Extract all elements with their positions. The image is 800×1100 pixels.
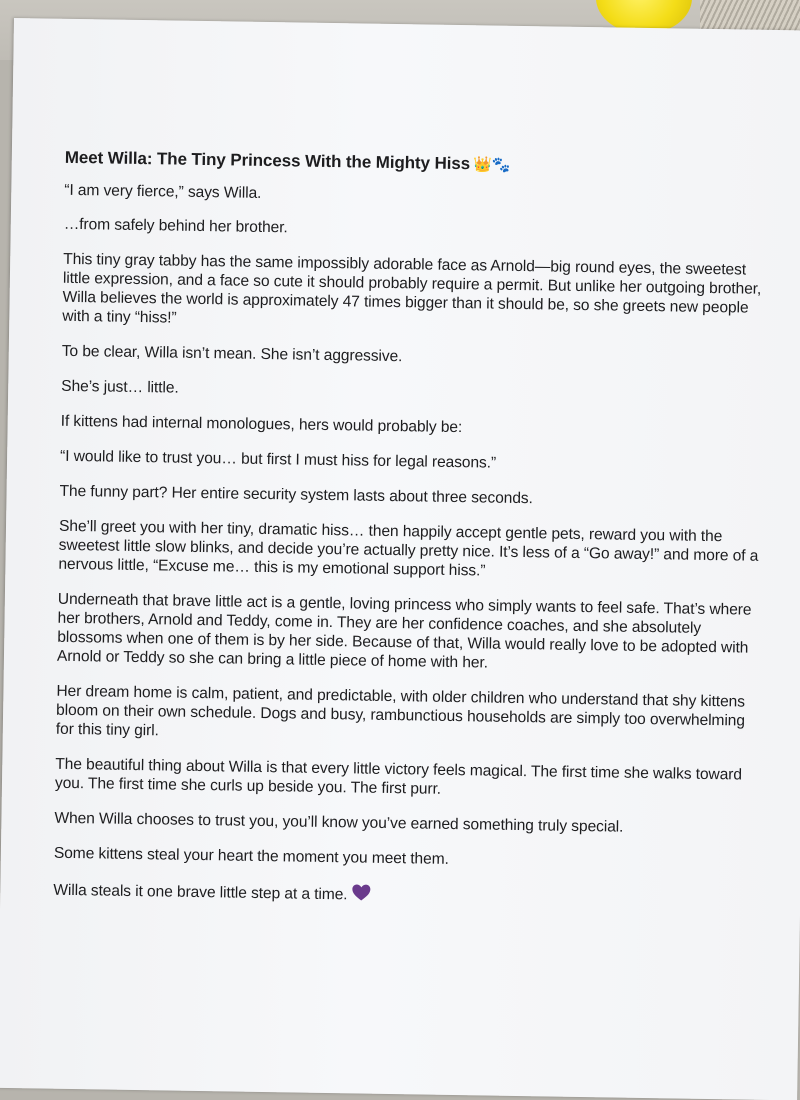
paper-sheet bbox=[0, 18, 800, 1100]
paragraph-12: The beautiful thing about Willa is that every little victory feels magical. The first time she walks toward you. The first time she curls up beside you. The first purr. bbox=[54, 755, 743, 798]
paragraph-4: To be clear, Willa isn’t mean. She isn’t aggressive. bbox=[61, 342, 403, 366]
document-body bbox=[53, 147, 770, 929]
paragraph-8: The funny part? Her entire security system lasts about three seconds. bbox=[59, 482, 533, 508]
closing-text: Willa steals it one brave little step at a time. bbox=[53, 881, 348, 904]
purple-heart-icon bbox=[351, 883, 371, 906]
document-title bbox=[65, 147, 770, 180]
paragraph-13: When Willa chooses to trust you, you’ll know you’ve earned something truly special. bbox=[54, 809, 624, 836]
paragraph-11: Her dream home is calm, patient, and predictable, with older children who understand that shy kittens bloom on their own schedule. Dogs and busy, rambunctious households are simply too overwhelming for this tiny girl. bbox=[55, 682, 746, 740]
paragraph-6: If kittens had internal monologues, hers would probably be: bbox=[60, 412, 463, 437]
paragraph-5: She’s just… little. bbox=[61, 377, 179, 397]
paragraph-10: Underneath that brave little act is a gentle, loving princess who simply wants to feel safe. That’s where her brothers, Arnold and Teddy, come in. They are her confidence coaches, and she absolutely blossoms when one of them is by her side. Because of that, Willa would really love to be adopted with Arnold or Teddy so she can bring a little piece of home with her. bbox=[56, 590, 752, 672]
title-text: Meet Willa: The Tiny Princess With the Mighty Hiss bbox=[64, 147, 471, 174]
paragraph-3: This tiny gray tabby has the same impossibly adorable face as Arnold—big round eyes, the sweetest little expression, and a face so cute it should probably require a permit. But unlike her outgoing brother, Willa believes the world is approximately 47 times bigger than it should be, so she greets new people with a tiny “hiss!” bbox=[62, 250, 762, 327]
paragraph-1: “I am very fierce,” says Willa. bbox=[64, 181, 262, 202]
closing-line bbox=[53, 879, 758, 913]
crown-paw-icon: 👑🐾 bbox=[472, 156, 511, 174]
paragraph-14: Some kittens steal your heart the moment you meet them. bbox=[53, 844, 449, 868]
paragraph-7: “I would like to trust you… but first I must hiss for legal reasons.” bbox=[59, 447, 497, 472]
paragraph-9: She’ll greet you with her tiny, dramatic hiss… then happily accept gentle pets, reward you with the sweetest little slow blinks, and decide you’re actually pretty nice. It’s less of a “Go away!” and more of a nervous little, “Excuse me… this is my emotional support hiss.” bbox=[58, 517, 759, 580]
paragraph-2: …from safely behind her brother. bbox=[63, 215, 288, 237]
